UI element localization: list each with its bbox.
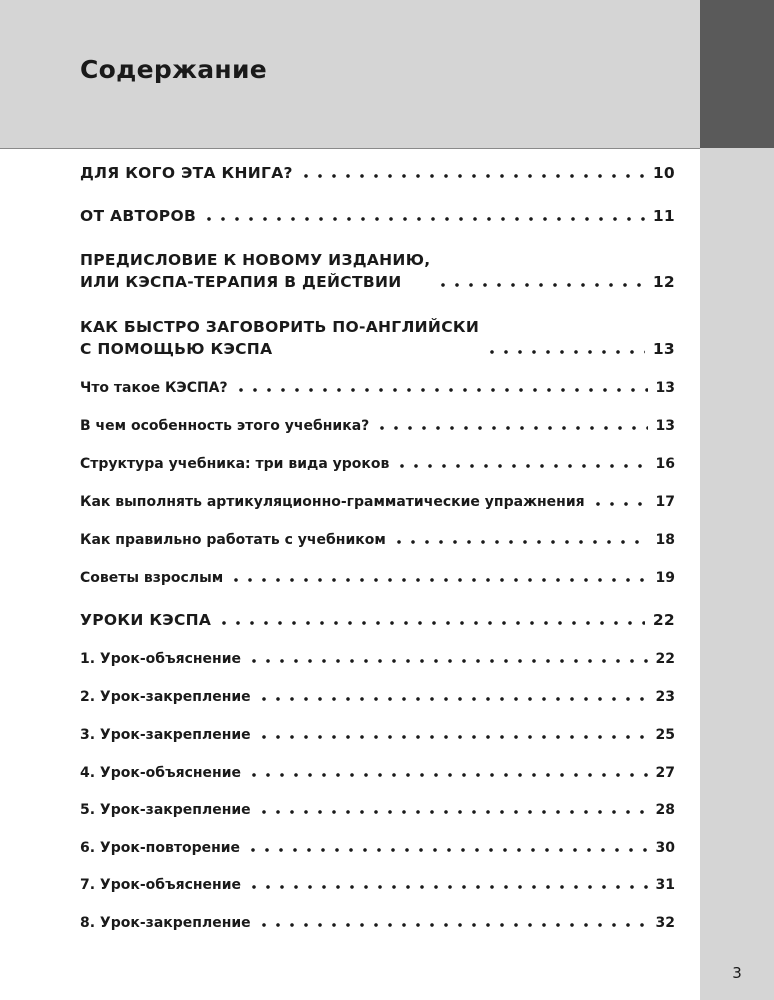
- page-number: 3: [732, 964, 742, 982]
- toc-entry-title-line-1: КАК БЫСТРО ЗАГОВОРИТЬ ПО-АНГЛИЙСКИ: [80, 318, 480, 336]
- dot-leader: [257, 810, 648, 814]
- dot-leader: [247, 773, 647, 777]
- dot-leader: [485, 350, 645, 354]
- toc-entry-title: 4. Урок-объяснение: [80, 765, 242, 781]
- toc-entry-page: 23: [655, 689, 675, 705]
- toc-entry-page: 27: [655, 765, 675, 781]
- dot-leader: [257, 923, 648, 927]
- toc-entry-lessons[interactable]: [80, 611, 675, 629]
- dot-leader: [247, 885, 647, 889]
- toc-entry-lesson-2[interactable]: [80, 689, 675, 705]
- toc-entry-advice[interactable]: [80, 570, 675, 586]
- toc-entry-title: 8. Урок-закрепление: [80, 915, 251, 931]
- toc-entry-lesson-8[interactable]: [80, 915, 675, 931]
- toc-entry-title: УРОКИ КЭСПА: [80, 611, 212, 629]
- toc-entry-page: 13: [655, 380, 675, 396]
- dot-leader: [246, 848, 647, 852]
- toc-entry-title: Как выполнять артикуляционно-грамматические упражнения: [80, 494, 585, 510]
- toc-entry-page: 19: [655, 570, 675, 586]
- toc-entry-lesson-4[interactable]: [80, 765, 675, 781]
- toc-entry-page: 25: [655, 727, 675, 743]
- toc-entry-lesson-1[interactable]: [80, 651, 675, 667]
- toc-entry-title: ОТ АВТОРОВ: [80, 207, 197, 225]
- toc-entry-title: 6. Урок-повторение: [80, 840, 241, 856]
- toc-entry-title: ДЛЯ КОГО ЭТА КНИГА?: [80, 164, 293, 182]
- dot-leader: [299, 174, 645, 178]
- toc-entry-page: 31: [655, 877, 675, 893]
- toc-entry-page: 22: [652, 611, 675, 629]
- side-margin-strip: [700, 148, 774, 1000]
- dot-leader: [591, 502, 648, 506]
- toc-entry-title: 1. Урок-объяснение: [80, 651, 242, 667]
- toc-entry-page: 13: [655, 418, 675, 434]
- toc-entry-page: 10: [652, 164, 675, 182]
- dot-leader: [257, 735, 648, 739]
- toc-entry-page: 18: [655, 532, 675, 548]
- toc-entry-page: 28: [655, 802, 675, 818]
- toc-entry-title: 3. Урок-закрепление: [80, 727, 251, 743]
- toc-entry-how-to-work[interactable]: [80, 532, 675, 548]
- toc-entry-page: 16: [655, 456, 675, 472]
- dot-leader: [436, 283, 644, 287]
- toc-entry-title: В чем особенность этого учебника?: [80, 418, 370, 434]
- toc-entry-title: 2. Урок-закрепление: [80, 689, 251, 705]
- toc-entry-page: 30: [655, 840, 675, 856]
- toc-entry-title: [80, 251, 430, 291]
- toc-entry-from-authors[interactable]: [80, 207, 675, 225]
- toc-entry-title: Как правильно работать с учебником: [80, 532, 386, 548]
- toc-entry-lesson-3[interactable]: [80, 727, 675, 743]
- toc-entry-feature[interactable]: [80, 418, 675, 434]
- toc-entry-title-line-2: ИЛИ КЭСПА-ТЕРАПИЯ В ДЕЙСТВИИ: [80, 273, 402, 291]
- toc-entry-title: 7. Урок-объяснение: [80, 877, 242, 893]
- toc-entry-page: 11: [652, 207, 675, 225]
- toc-entry-structure[interactable]: [80, 456, 675, 472]
- dot-leader: [375, 426, 647, 430]
- toc-entry-title: 5. Урок-закрепление: [80, 802, 251, 818]
- toc-entry-how-to-speak[interactable]: [80, 318, 675, 358]
- page-title: Содержание: [80, 55, 268, 84]
- toc-entry-title-line-2: С ПОМОЩЬЮ КЭСПА: [80, 340, 273, 358]
- toc-entry-what-is-kespa[interactable]: [80, 380, 675, 396]
- toc-entry-page: 17: [655, 494, 675, 510]
- toc-entry-for-whom[interactable]: [80, 164, 675, 182]
- dot-leader: [247, 659, 647, 663]
- dot-leader: [234, 388, 648, 392]
- toc-entry-lesson-5[interactable]: [80, 802, 675, 818]
- dot-leader: [392, 540, 648, 544]
- toc-entry-page: 32: [655, 915, 675, 931]
- dot-leader: [257, 697, 648, 701]
- chapter-tab: [700, 0, 774, 148]
- toc-entry-page: 22: [655, 651, 675, 667]
- toc-entry-lesson-7[interactable]: [80, 877, 675, 893]
- toc-entry-title: Что такое КЭСПА?: [80, 380, 228, 396]
- dot-leader: [395, 464, 647, 468]
- toc-entry-preface[interactable]: [80, 251, 675, 291]
- toc-entry-title: Советы взрослым: [80, 570, 224, 586]
- dot-leader: [229, 578, 647, 582]
- toc-entry-page: 12: [652, 273, 675, 291]
- toc-entry-title: [80, 318, 479, 358]
- dot-leader: [202, 217, 645, 221]
- header-divider: [0, 148, 700, 149]
- toc-entry-lesson-6[interactable]: [80, 840, 675, 856]
- toc-entry-title: Структура учебника: три вида уроков: [80, 456, 390, 472]
- toc-entry-page: 13: [652, 340, 675, 358]
- toc-entry-exercises[interactable]: [80, 494, 675, 510]
- dot-leader: [217, 621, 645, 625]
- toc-entry-title-line-1: ПРЕДИСЛОВИЕ К НОВОМУ ИЗДАНИЮ,: [80, 251, 431, 269]
